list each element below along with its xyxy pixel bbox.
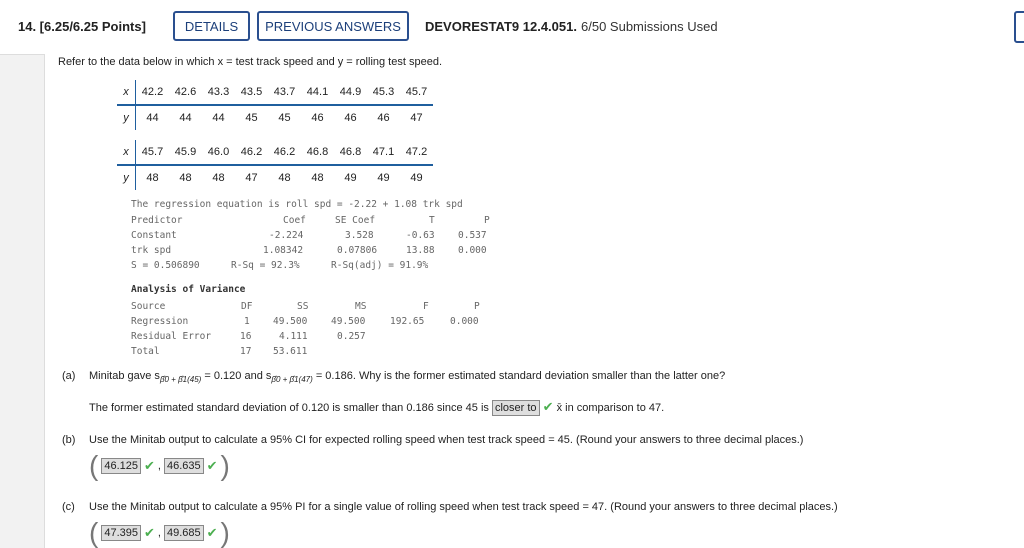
question-header	[0, 0, 1024, 55]
table-cell: 46.2	[235, 140, 268, 165]
subscript: β̂0 + β̂1(47)	[271, 375, 313, 384]
anova-cell: 49.500	[331, 316, 366, 327]
table-cell: 45.9	[169, 140, 202, 165]
part-b-question: Use the Minitab output to calculate a 95% CI for expected rolling speed when test track speed = 45. (Round your answers to three decimal places.)	[89, 434, 804, 446]
answer-text: The former estimated standard deviation of 0.120 is smaller than 0.186 since 45 is	[89, 402, 489, 414]
table-cell: 46	[344, 112, 357, 124]
table-cell: 45.7	[136, 140, 170, 165]
ms-header: MS	[355, 301, 367, 312]
ss-header: SS	[297, 301, 309, 312]
part-c-label: (c)	[62, 501, 75, 513]
anova-row-label: Regression	[131, 316, 189, 327]
table-cell: 47	[410, 112, 423, 124]
constant-label: Constant	[131, 230, 177, 241]
table-cell: 46.0	[202, 140, 235, 165]
part-a-label: (a)	[62, 370, 76, 382]
anova-cell: 49.500	[273, 316, 308, 327]
problem-code: DEVORESTAT9 12.4.051.	[425, 19, 577, 34]
predictor-header: Predictor	[131, 215, 183, 226]
anova-title: Analysis of Variance	[131, 284, 246, 295]
checkmark-icon: ✔	[542, 399, 554, 414]
y-label: y	[117, 165, 136, 190]
anova-cell: 53.611	[273, 346, 308, 357]
table-cell: 46.8	[334, 140, 367, 165]
source-header: Source	[131, 301, 166, 312]
anova-cell: 192.65	[390, 316, 425, 327]
table-cell: 49	[377, 172, 390, 184]
table-cell: 48	[146, 172, 159, 184]
trk-spd-se: 0.07806	[337, 245, 378, 256]
comma: ,	[157, 527, 161, 539]
constant-p: 0.537	[458, 230, 487, 241]
table-cell: 44	[179, 112, 192, 124]
s-value: S = 0.506890	[131, 260, 200, 271]
part-b-answer-row	[89, 452, 230, 480]
table-cell: 46	[377, 112, 390, 124]
submissions-count: 6/50 Submissions Used	[581, 19, 718, 34]
close-paren: )	[220, 450, 230, 481]
anova-cell: 0.257	[337, 331, 366, 342]
table-cell: 43.3	[202, 80, 235, 105]
part-c-answer-row	[89, 519, 230, 547]
trk-spd-p: 0.000	[458, 245, 487, 256]
previous-answers-button[interactable]: PREVIOUS ANSWERS	[257, 11, 409, 41]
table-cell: 49	[410, 172, 423, 184]
df-header: DF	[241, 301, 253, 312]
table-cell: 44	[212, 112, 225, 124]
trk-spd-coef: 1.08342	[263, 245, 304, 256]
t-header: T	[429, 215, 435, 226]
table-cell: 44.9	[334, 80, 367, 105]
table-cell: 45	[245, 112, 258, 124]
table-cell: 44	[146, 112, 159, 124]
table-cell: 42.6	[169, 80, 202, 105]
trk-spd-t: 13.88	[406, 245, 435, 256]
x-label: x	[117, 140, 136, 165]
table-cell: 48	[212, 172, 225, 184]
constant-t: -0.63	[406, 230, 435, 241]
ci-lower-input[interactable]: 46.125	[101, 458, 141, 474]
table-cell: 43.5	[235, 80, 268, 105]
closer-to-select[interactable]: closer to	[492, 400, 540, 416]
constant-se: 3.528	[345, 230, 374, 241]
p-header: P	[474, 301, 480, 312]
table-cell: 46.8	[301, 140, 334, 165]
table-cell: 46	[311, 112, 324, 124]
close-paren: )	[220, 517, 230, 548]
pi-upper-input[interactable]: 49.685	[164, 525, 204, 541]
y-label: y	[117, 105, 136, 130]
question-number: 14. [6.25/6.25 Points]	[18, 19, 146, 34]
more-button[interactable]	[1014, 11, 1024, 43]
table-cell: 45.3	[367, 80, 400, 105]
ci-upper-input[interactable]: 46.635	[164, 458, 204, 474]
comma: ,	[157, 460, 161, 472]
open-paren: (	[89, 517, 99, 548]
table-cell: 47.2	[400, 140, 433, 165]
anova-cell: 0.000	[450, 316, 479, 327]
table-cell: 47.1	[367, 140, 400, 165]
table-cell: 45	[278, 112, 291, 124]
table-cell: 45.7	[400, 80, 433, 105]
table-cell: 48	[278, 172, 291, 184]
r-sq-adj-value: R-Sq(adj) = 91.9%	[331, 260, 429, 271]
question-body	[44, 54, 1024, 548]
f-header: F	[423, 301, 429, 312]
table-cell: 47	[245, 172, 258, 184]
part-a-question	[89, 370, 725, 384]
part-b-label: (b)	[62, 434, 76, 446]
open-paren: (	[89, 450, 99, 481]
table-cell: 48	[179, 172, 192, 184]
anova-cell: 16	[240, 331, 252, 342]
data-table-2	[117, 140, 433, 190]
checkmark-icon: ✔	[143, 458, 155, 473]
question-text: Minitab gave s	[89, 370, 160, 382]
answer-text: x̄ in comparison to 47.	[556, 402, 665, 414]
question-text: = 0.120 and s	[204, 370, 272, 382]
trk-spd-label: trk spd	[131, 245, 172, 256]
details-button[interactable]: DETAILS	[173, 11, 250, 41]
question-text: = 0.186. Why is the former estimated standard deviation smaller than the latter one?	[315, 370, 726, 382]
table-cell: 42.2	[136, 80, 170, 105]
anova-cell: 4.111	[279, 331, 308, 342]
constant-coef: -2.224	[269, 230, 304, 241]
x-label: x	[117, 80, 136, 105]
anova-cell: 1	[244, 316, 250, 327]
table-cell: 44.1	[301, 80, 334, 105]
se-coef-header: SE Coef	[335, 215, 376, 226]
data-table-1	[117, 80, 433, 130]
anova-cell: 17	[240, 346, 252, 357]
checkmark-icon: ✔	[143, 525, 155, 540]
checkmark-icon: ✔	[206, 525, 218, 540]
table-cell: 46.2	[268, 140, 301, 165]
anova-row-label: Total	[131, 346, 160, 357]
subscript: β̂0 + β̂1(45)	[159, 375, 202, 384]
coef-header: Coef	[283, 215, 306, 226]
r-sq-value: R-Sq = 92.3%	[231, 260, 300, 271]
part-c-question: Use the Minitab output to calculate a 95% PI for a single value of rolling speed when test track speed = 47. (Round your answers to three decimal places.)	[89, 501, 838, 513]
table-cell: 48	[311, 172, 324, 184]
table-cell: 49	[344, 172, 357, 184]
checkmark-icon: ✔	[206, 458, 218, 473]
pi-lower-input[interactable]: 47.395	[101, 525, 141, 541]
table-cell: 43.7	[268, 80, 301, 105]
part-a-answer	[89, 399, 664, 416]
regression-equation: The regression equation is roll spd = -2.22 + 1.08 trk spd	[131, 199, 463, 210]
anova-row-label: Residual Error	[131, 331, 212, 342]
p-header: P	[484, 215, 490, 226]
intro-text: Refer to the data below in which x = test track speed and y = rolling test speed.	[58, 56, 442, 68]
